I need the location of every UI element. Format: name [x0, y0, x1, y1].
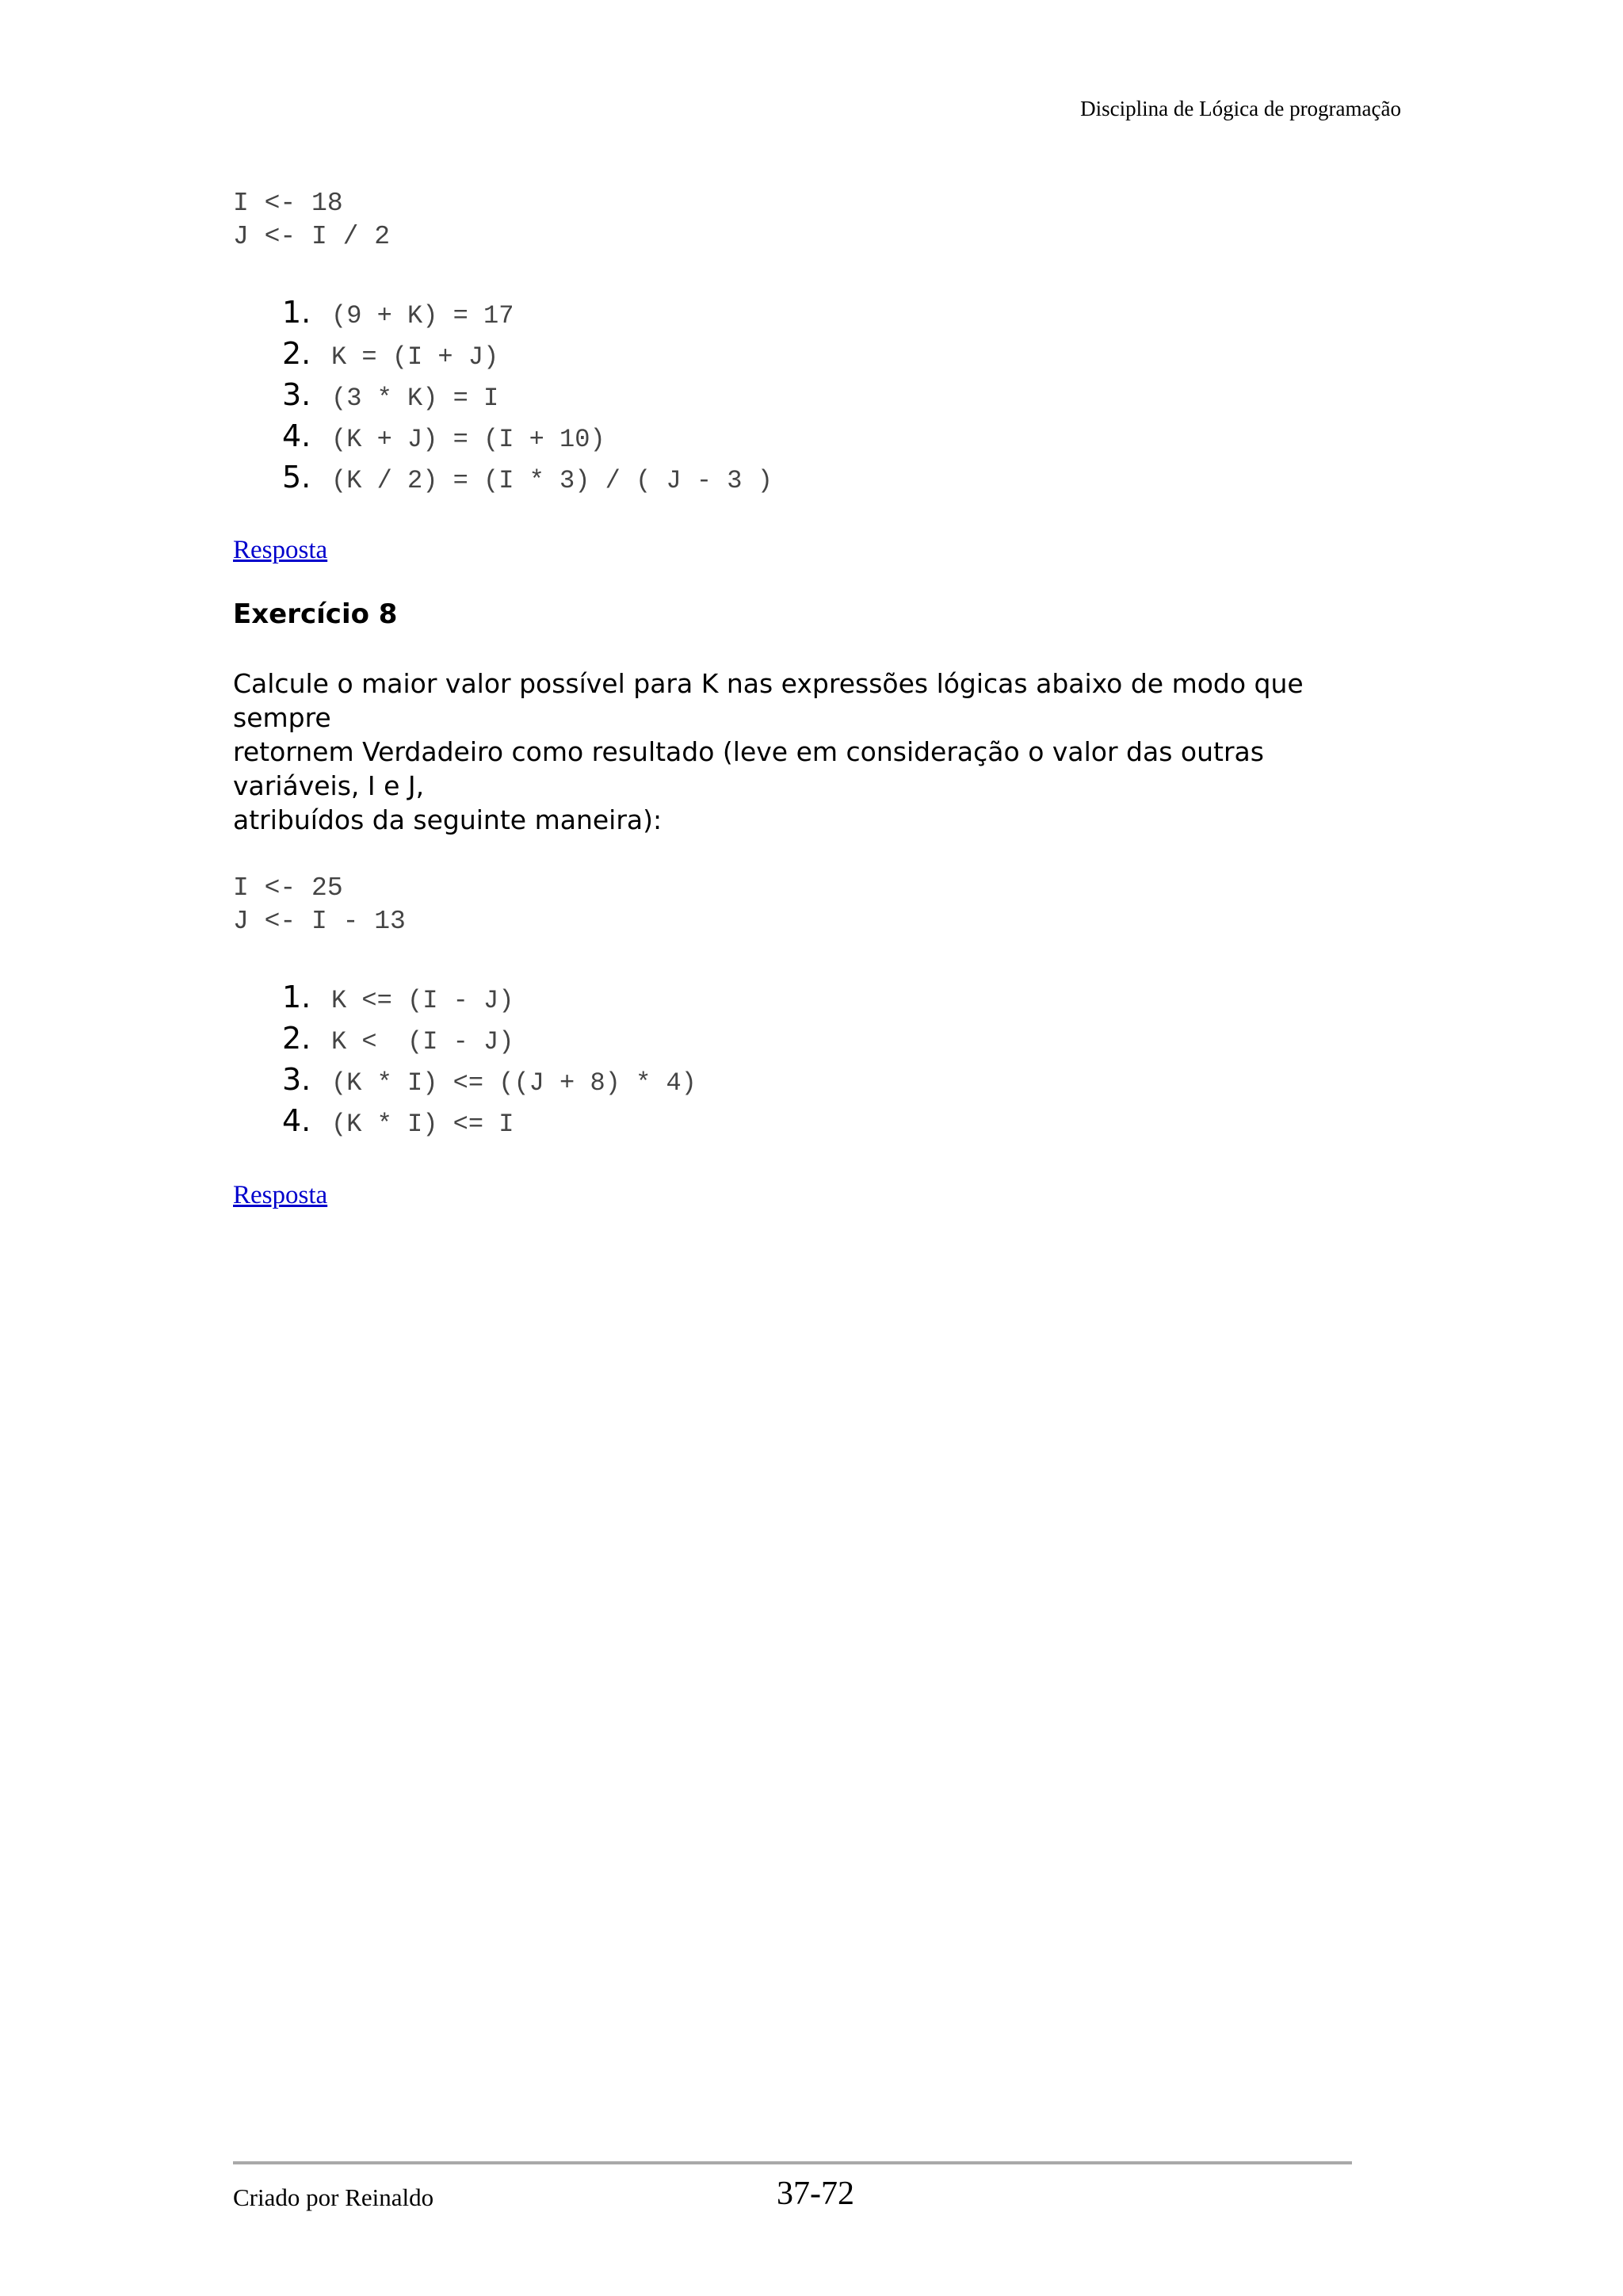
item-number: 1.	[282, 295, 311, 330]
description-line: atribuídos da seguinte maneira):	[233, 804, 663, 835]
exercise7-code	[233, 187, 1398, 254]
page-header-title: Disciplina de Lógica de programação	[1080, 97, 1401, 120]
page-content	[233, 187, 1398, 1210]
description-line: Calcule o maior valor possível para K nas expressões lógicas abaixo de modo que sempre	[233, 668, 1304, 733]
code-line: I <- 25	[233, 873, 343, 903]
item-expression: (K * I) <= I	[331, 1110, 514, 1139]
list-item	[282, 336, 1398, 377]
list-item	[282, 1021, 1398, 1062]
list-item	[282, 1103, 1398, 1144]
code-line: I <- 18	[233, 189, 343, 218]
description-line: retornem Verdadeiro como resultado (leve em consideração o valor das outras variáveis, I e J,	[233, 736, 1264, 801]
item-expression: (K / 2) = (I * 3) / ( J - 3 )	[331, 466, 773, 495]
item-expression: (K * I) <= ((J + 8) * 4)	[331, 1068, 697, 1098]
footer-author: Criado por Reinaldo	[233, 2183, 434, 2211]
item-number: 3.	[282, 1062, 311, 1097]
item-number: 4.	[282, 1103, 311, 1138]
item-number: 1.	[282, 980, 311, 1014]
list-item	[282, 980, 1398, 1021]
item-expression: (K + J) = (I + 10)	[331, 425, 605, 454]
item-number: 2.	[282, 1021, 311, 1056]
list-item	[282, 377, 1398, 418]
code-line: J <- I / 2	[233, 222, 391, 251]
footer-divider	[233, 2161, 1352, 2164]
exercise8-list	[233, 980, 1398, 1144]
item-expression: K < (I - J)	[331, 1027, 514, 1056]
exercise8-description	[233, 667, 1398, 837]
list-item	[282, 295, 1398, 336]
page-number: 37-72	[777, 2176, 854, 2212]
item-number: 5.	[282, 460, 311, 495]
code-line: J <- I - 13	[233, 907, 406, 936]
exercise8-code	[233, 872, 1398, 938]
item-number: 2.	[282, 336, 311, 371]
item-expression: (9 + K) = 17	[331, 301, 514, 330]
item-number: 4.	[282, 418, 311, 453]
list-item	[282, 460, 1398, 501]
exercise7-answer-link[interactable]: Resposta	[233, 536, 328, 564]
list-item	[282, 1062, 1398, 1103]
exercise8-title: Exercício 8	[233, 598, 398, 630]
exercise8-answer-link[interactable]: Resposta	[233, 1181, 328, 1209]
item-expression: K <= (I - J)	[331, 986, 514, 1015]
exercise7-list	[233, 295, 1398, 501]
item-number: 3.	[282, 377, 311, 412]
item-expression: K = (I + J)	[331, 342, 499, 372]
list-item	[282, 418, 1398, 460]
item-expression: (3 * K) = I	[331, 384, 499, 413]
